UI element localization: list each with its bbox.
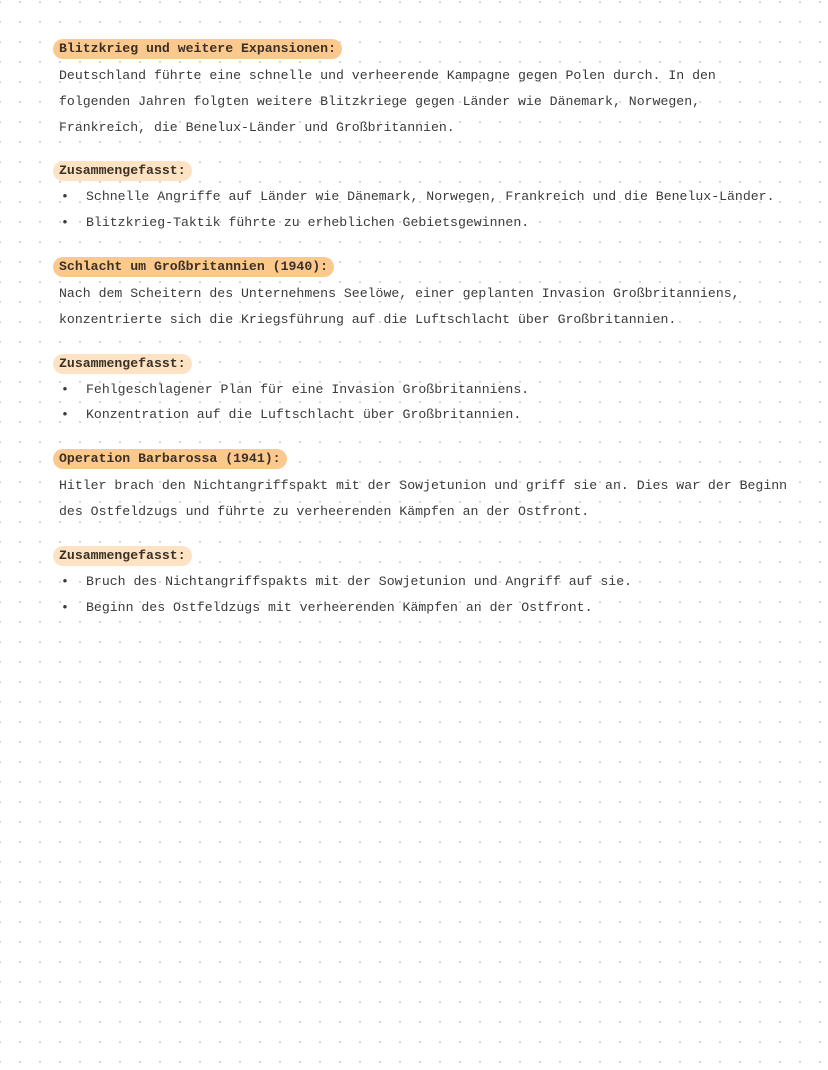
summary-list xyxy=(59,184,788,236)
list-item-text: Fehlgeschlagener Plan für eine Invasion Großbritanniens. xyxy=(86,381,530,397)
section-paragraph: Deutschland führte eine schnelle und verheerende Kampagne gegen Polen durch. In den folgenden Jahren folgten weitere Blitzkriege gegen Länder wie Dänemark, Norwegen, Frankreich, die Benelux-Länder und Großbritannien. xyxy=(59,68,716,135)
list-item xyxy=(59,184,788,210)
summary-battle-of-britain xyxy=(59,354,788,429)
summary-heading: Zusammengefasst: xyxy=(53,354,192,374)
list-item xyxy=(59,595,788,621)
section-heading: Operation Barbarossa (1941): xyxy=(53,449,287,469)
summary-list xyxy=(59,377,788,429)
bullet-icon: • xyxy=(61,599,69,615)
list-item xyxy=(59,569,788,595)
list-item-text: Beginn des Ostfeldzugs mit verheerenden Kämpfen an der Ostfront. xyxy=(86,599,593,615)
section-blitzkrieg xyxy=(59,39,788,140)
bullet-icon: • xyxy=(61,189,69,205)
section-battle-of-britain xyxy=(59,257,788,333)
list-item xyxy=(59,377,788,403)
summary-list xyxy=(59,569,788,621)
list-item xyxy=(59,402,788,428)
bullet-icon: • xyxy=(61,407,69,423)
bullet-icon: • xyxy=(61,215,69,231)
summary-barbarossa xyxy=(59,546,788,621)
section-barbarossa xyxy=(59,449,788,525)
list-item-text: Schnelle Angriffe auf Länder wie Dänemark, Norwegen, Frankreich und die Benelux-Länder. xyxy=(86,189,775,205)
list-item-text: Blitzkrieg-Taktik führte zu erheblichen Gebietsgewinnen. xyxy=(86,215,530,231)
bullet-icon: • xyxy=(61,381,69,397)
list-item-text: Bruch des Nichtangriffspakts mit der Sowjetunion und Angriff auf sie. xyxy=(86,573,633,589)
section-paragraph: Hitler brach den Nichtangriffspakt mit der Sowjetunion und griff sie an. Dies war der Beginn des Ostfeldzugs und führte zu verheerenden Kämpfen an der Ostfront. xyxy=(59,478,788,519)
section-paragraph: Nach dem Scheitern des Unternehmens Seelöwe, einer geplanten Invasion Großbritanniens, konzentrierte sich die Kriegsführung auf die Luftschlacht über Großbritannien. xyxy=(59,285,740,327)
summary-blitzkrieg xyxy=(59,161,788,236)
summary-heading: Zusammengefasst: xyxy=(53,546,192,566)
summary-heading: Zusammengefasst: xyxy=(53,161,192,181)
list-item xyxy=(59,210,788,236)
bullet-icon: • xyxy=(61,573,69,589)
section-heading: Blitzkrieg und weitere Expansionen: xyxy=(53,39,342,59)
section-heading: Schlacht um Großbritannien (1940): xyxy=(53,257,334,277)
list-item-text: Konzentration auf die Luftschlacht über Großbritannien. xyxy=(86,407,522,423)
